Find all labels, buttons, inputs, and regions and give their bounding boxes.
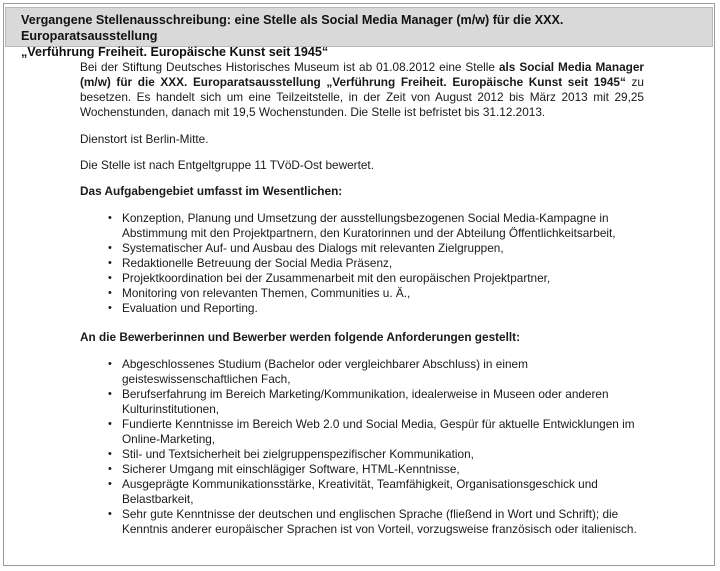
tasks-heading: Das Aufgabengebiet umfasst im Wesentlichen: bbox=[80, 184, 343, 198]
list-item-text: Konzeption, Planung und Umsetzung der ausstellungsbezogenen Social Media-Kampagne in Abstimmung mit den Projektpartnern, den Kuratorinnen und der Abteilung Öffentlichkeitsarbeit, bbox=[122, 211, 616, 240]
list-item-text: Redaktionelle Betreuung der Social Media Präsenz, bbox=[122, 256, 393, 270]
list-item bbox=[108, 462, 644, 477]
bullet-icon: • bbox=[108, 478, 112, 490]
bullet-icon: • bbox=[108, 287, 112, 299]
header-title-line2: „Verführung Freiheit. Europäische Kunst seit 1945“ bbox=[21, 45, 329, 59]
list-item bbox=[108, 477, 644, 507]
intro-text-end: zu besetzen. Es handelt sich um eine Teilzeitstelle, in der Zeit von August 2012 bis März 2013 mit 29,25 Wochenstunden, danach mit 19,5 Wochenstunden. Die Stelle ist befristet bis 31.12.2013. bbox=[80, 75, 644, 119]
bullet-icon: • bbox=[108, 448, 112, 460]
requirements-heading: An die Bewerberinnen und Bewerber werden folgende Anforderungen gestellt: bbox=[80, 330, 521, 344]
bullet-icon: • bbox=[108, 302, 112, 314]
intro-paragraph bbox=[80, 60, 644, 120]
list-item-text: Abgeschlossenes Studium (Bachelor oder vergleichbarer Abschluss) in einem geisteswissenschaftlichen Fach, bbox=[122, 357, 528, 386]
job-description bbox=[80, 60, 644, 551]
tasks-list bbox=[80, 211, 644, 316]
requirements-list bbox=[80, 357, 644, 537]
list-item bbox=[108, 211, 644, 241]
intro-job-title: als Social Media Manager (m/w) für die XXX. Europaratsausstellung „Verführung Freiheit. Europäische Kunst seit 1945“ bbox=[80, 60, 644, 89]
list-item bbox=[108, 387, 644, 417]
bullet-icon: • bbox=[108, 388, 112, 400]
list-item-text: Ausgeprägte Kommunikationsstärke, Kreativität, Teamfähigkeit, Organisationsgeschick und Belastbarkeit, bbox=[122, 477, 598, 506]
list-item bbox=[108, 417, 644, 447]
workplace-text: Dienstort ist Berlin-Mitte. bbox=[80, 132, 209, 146]
list-item bbox=[108, 301, 644, 316]
list-item-text: Systematischer Auf- und Ausbau des Dialogs mit relevanten Zielgruppen, bbox=[122, 241, 504, 255]
page-header bbox=[5, 7, 713, 59]
list-item bbox=[108, 357, 644, 387]
list-item-text: Berufserfahrung im Bereich Marketing/Kommunikation, idealerweise in Museen oder anderen Kulturinstitutionen, bbox=[122, 387, 609, 416]
list-item-text: Sicherer Umgang mit einschlägiger Software, HTML-Kenntnisse, bbox=[122, 462, 460, 476]
list-item-text: Monitoring von relevanten Themen, Communities u. Ä., bbox=[122, 286, 411, 300]
bullet-icon: • bbox=[108, 358, 112, 370]
list-item-text: Stil- und Textsicherheit bei zielgruppenspezifischer Kommunikation, bbox=[122, 447, 474, 461]
bullet-icon: • bbox=[108, 463, 112, 475]
bullet-icon: • bbox=[108, 272, 112, 284]
list-item-text: Fundierte Kenntnisse im Bereich Web 2.0 und Social Media, Gespür für aktuelle Entwicklungen im Online-Marketing, bbox=[122, 417, 635, 446]
list-item-text: Evaluation und Reporting. bbox=[122, 301, 258, 315]
list-item-text: Sehr gute Kenntnisse der deutschen und englischen Sprache (fließend in Wort und Schrift); die Kenntnis anderer europäischer Sprachen ist von Vorteil, vorzugsweise französisch oder italienisch. bbox=[122, 507, 637, 536]
bullet-icon: • bbox=[108, 242, 112, 254]
intro-text-start: Bei der Stiftung Deutsches Historisches Museum ist ab 01.08.2012 eine Stelle bbox=[80, 60, 499, 74]
bullet-icon: • bbox=[108, 508, 112, 520]
bullet-icon: • bbox=[108, 212, 112, 224]
bullet-icon: • bbox=[108, 418, 112, 430]
list-item bbox=[108, 256, 644, 271]
bullet-icon: • bbox=[108, 257, 112, 269]
list-item bbox=[108, 507, 644, 537]
list-item bbox=[108, 271, 644, 286]
list-item bbox=[108, 447, 644, 462]
list-item-text: Projektkoordination bei der Zusammenarbeit mit den europäischen Projektpartner, bbox=[122, 271, 551, 285]
header-title-line1: Vergangene Stellenausschreibung: eine Stelle als Social Media Manager (m/w) für die XXX. Europaratsausstellung bbox=[21, 13, 564, 43]
salary-text: Die Stelle ist nach Entgeltgruppe 11 TVöD-Ost bewertet. bbox=[80, 158, 374, 172]
list-item bbox=[108, 241, 644, 256]
list-item bbox=[108, 286, 644, 301]
